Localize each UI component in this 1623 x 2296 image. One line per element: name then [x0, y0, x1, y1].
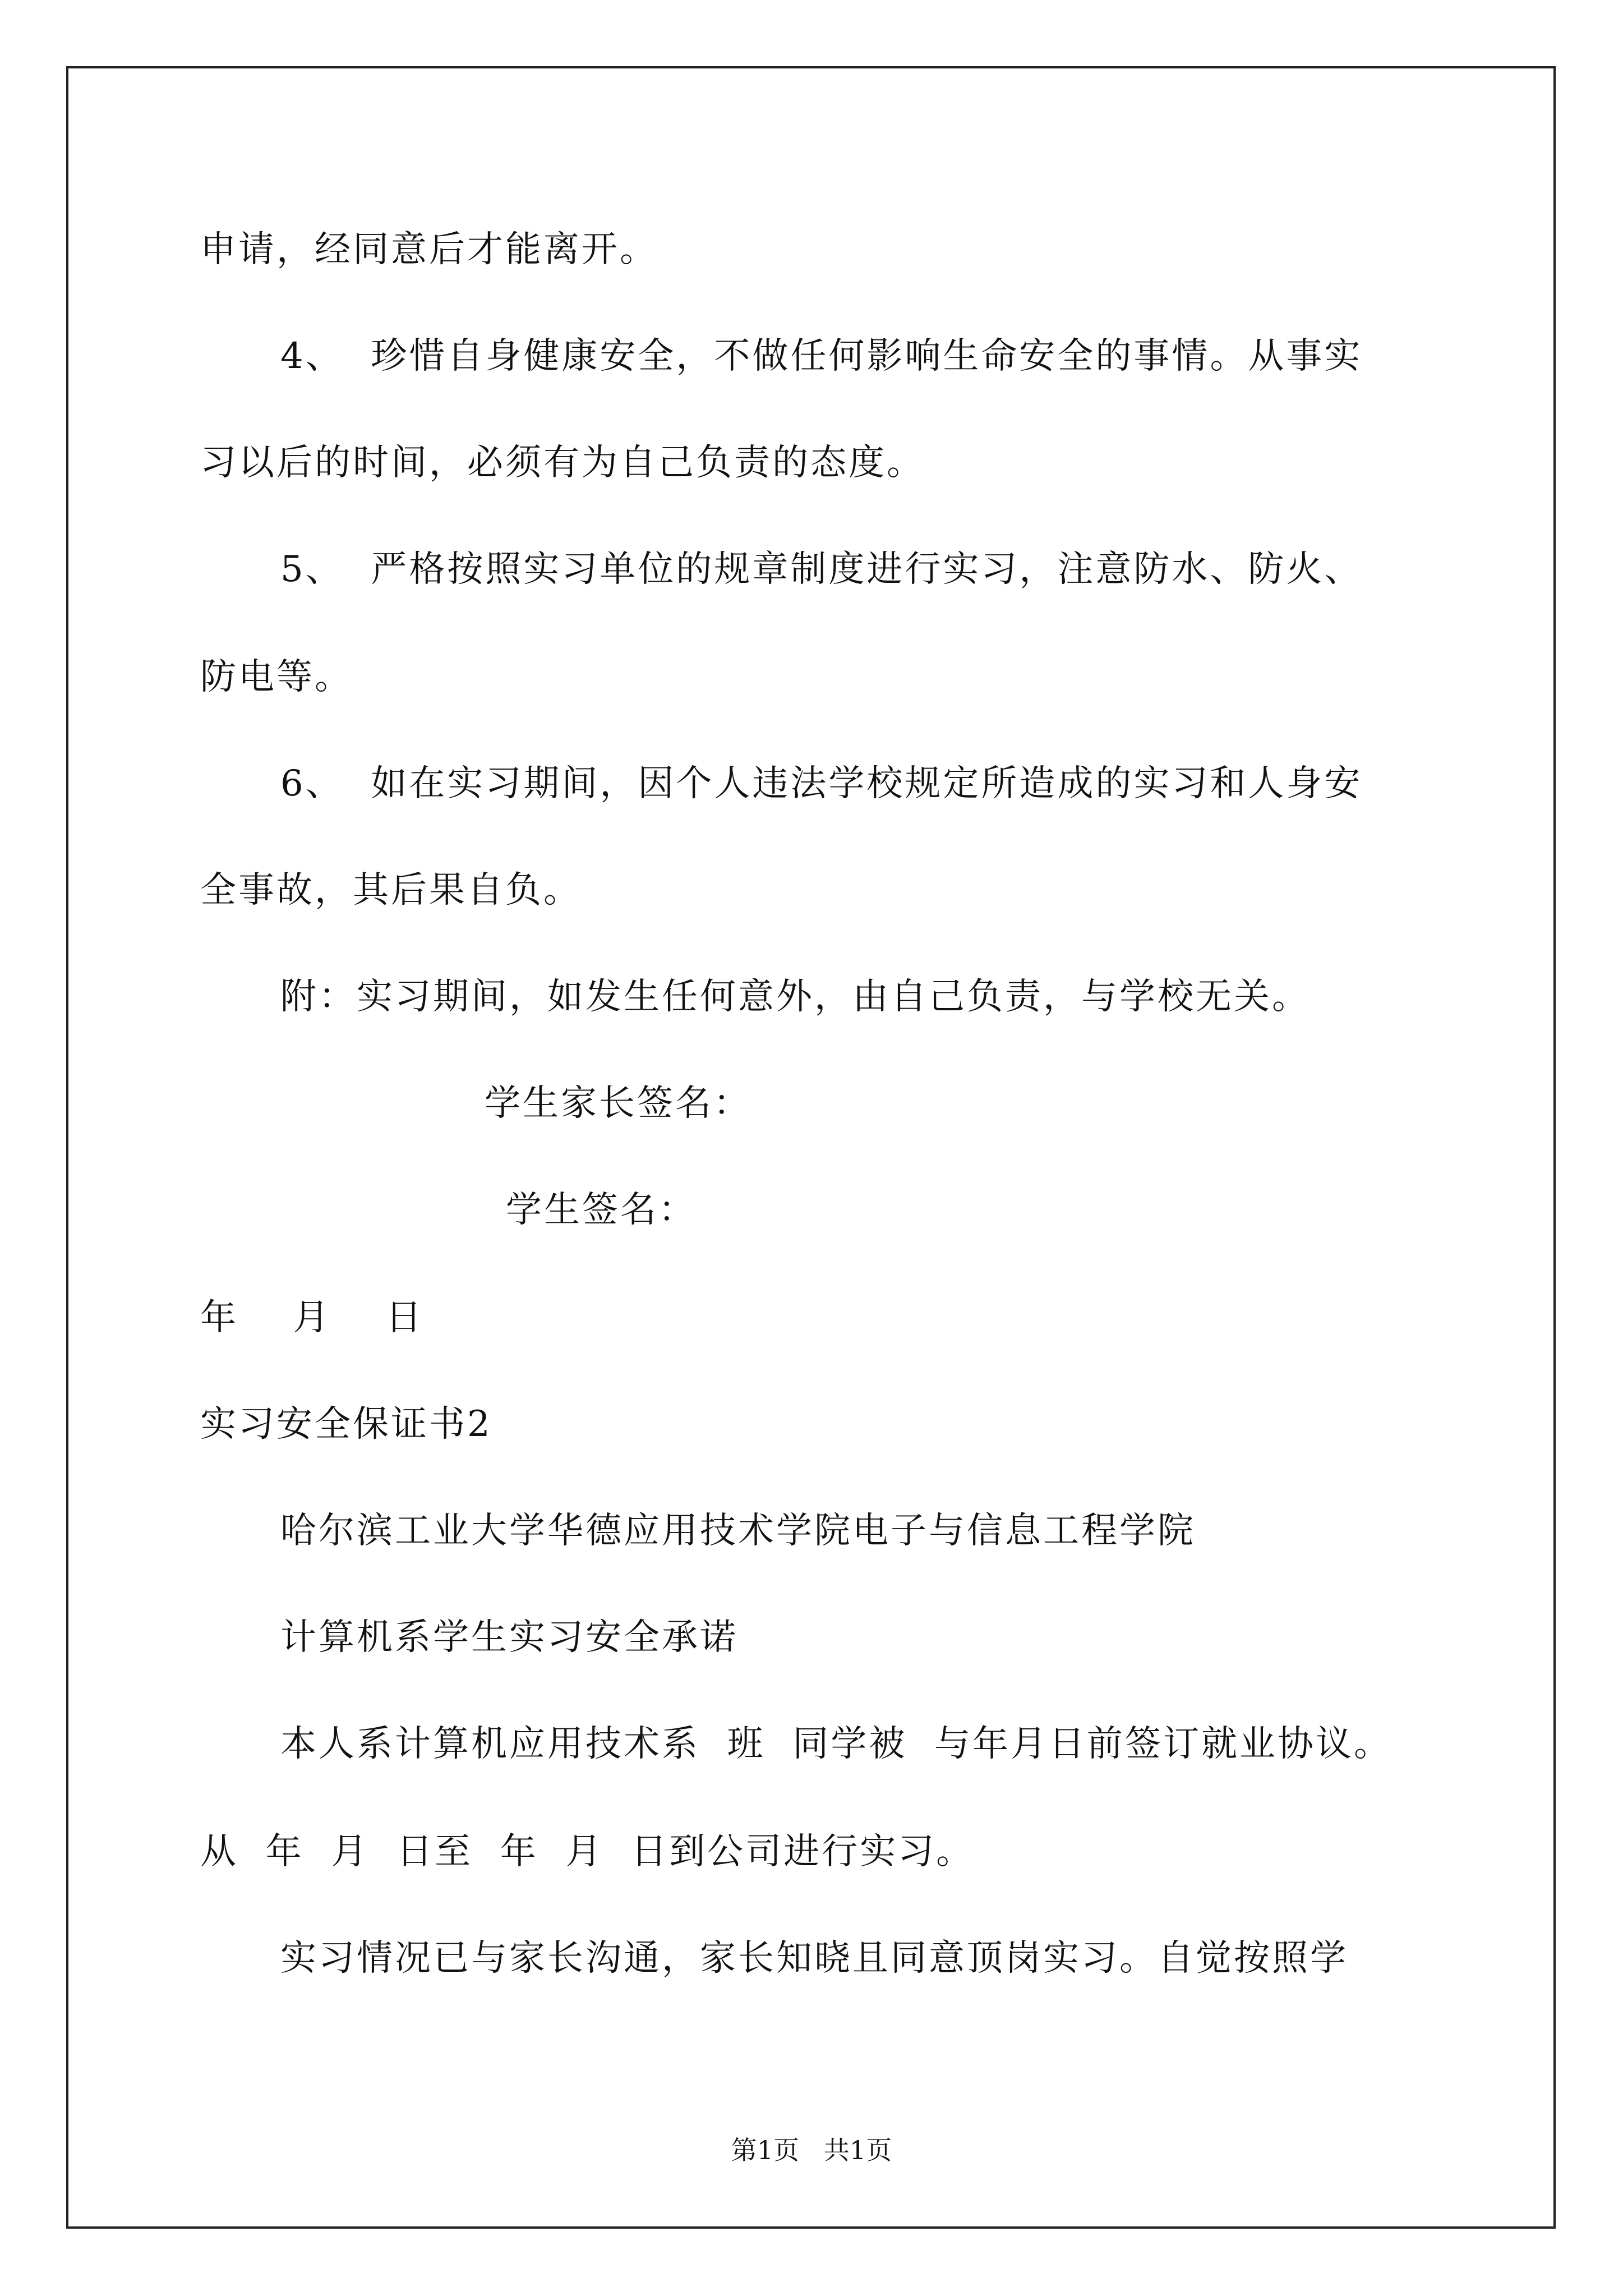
text-line-5: 防电等。 — [200, 656, 353, 698]
student-signature-label: 学生签名： — [506, 1189, 697, 1231]
text-line-13: 哈尔滨工业大学华德应用技术学院电子与信息工程学院 — [280, 1510, 1196, 1552]
parent-signature-label: 学生家长签名： — [485, 1083, 751, 1124]
page-border — [66, 66, 1556, 2229]
text-line-8: 附：实习期间，如发生任何意外，由自己负责，与学校无关。 — [280, 976, 1310, 1018]
date-line: 年 月 日 — [200, 1297, 424, 1338]
text-line-4: 5、 严格按照实习单位的规章制度进行实习，注意防水、防火、 — [280, 549, 1363, 590]
text-line-14: 计算机系学生实习安全承诺 — [280, 1617, 738, 1658]
text-line-3: 习以后的时间，必须有为自己负责的态度。 — [200, 442, 925, 484]
text-line-15: 本人系计算机应用技术系 班 同学被 与年月日前签订就业协议。 — [280, 1723, 1393, 1765]
text-line-6: 6、 如在实习期间，因个人违法学校规定所造成的实习和人身安 — [280, 763, 1363, 804]
text-line-17: 实习情况已与家长沟通，家长知晓且同意顶岗实习。自觉按照学 — [280, 1938, 1348, 1979]
text-line-1: 申请，经同意后才能离开。 — [200, 229, 658, 270]
page-footer: 第1页 共1页 — [731, 2135, 892, 2165]
section-title: 实习安全保证书2 — [200, 1404, 492, 1445]
text-line-2: 4、 珍惜自身健康安全，不做任何影响生命安全的事情。从事实 — [280, 335, 1363, 377]
text-line-7: 全事故，其后果自负。 — [200, 869, 582, 911]
text-line-16: 从 年 月 日至 年 月 日到公司进行实习。 — [200, 1831, 975, 1872]
